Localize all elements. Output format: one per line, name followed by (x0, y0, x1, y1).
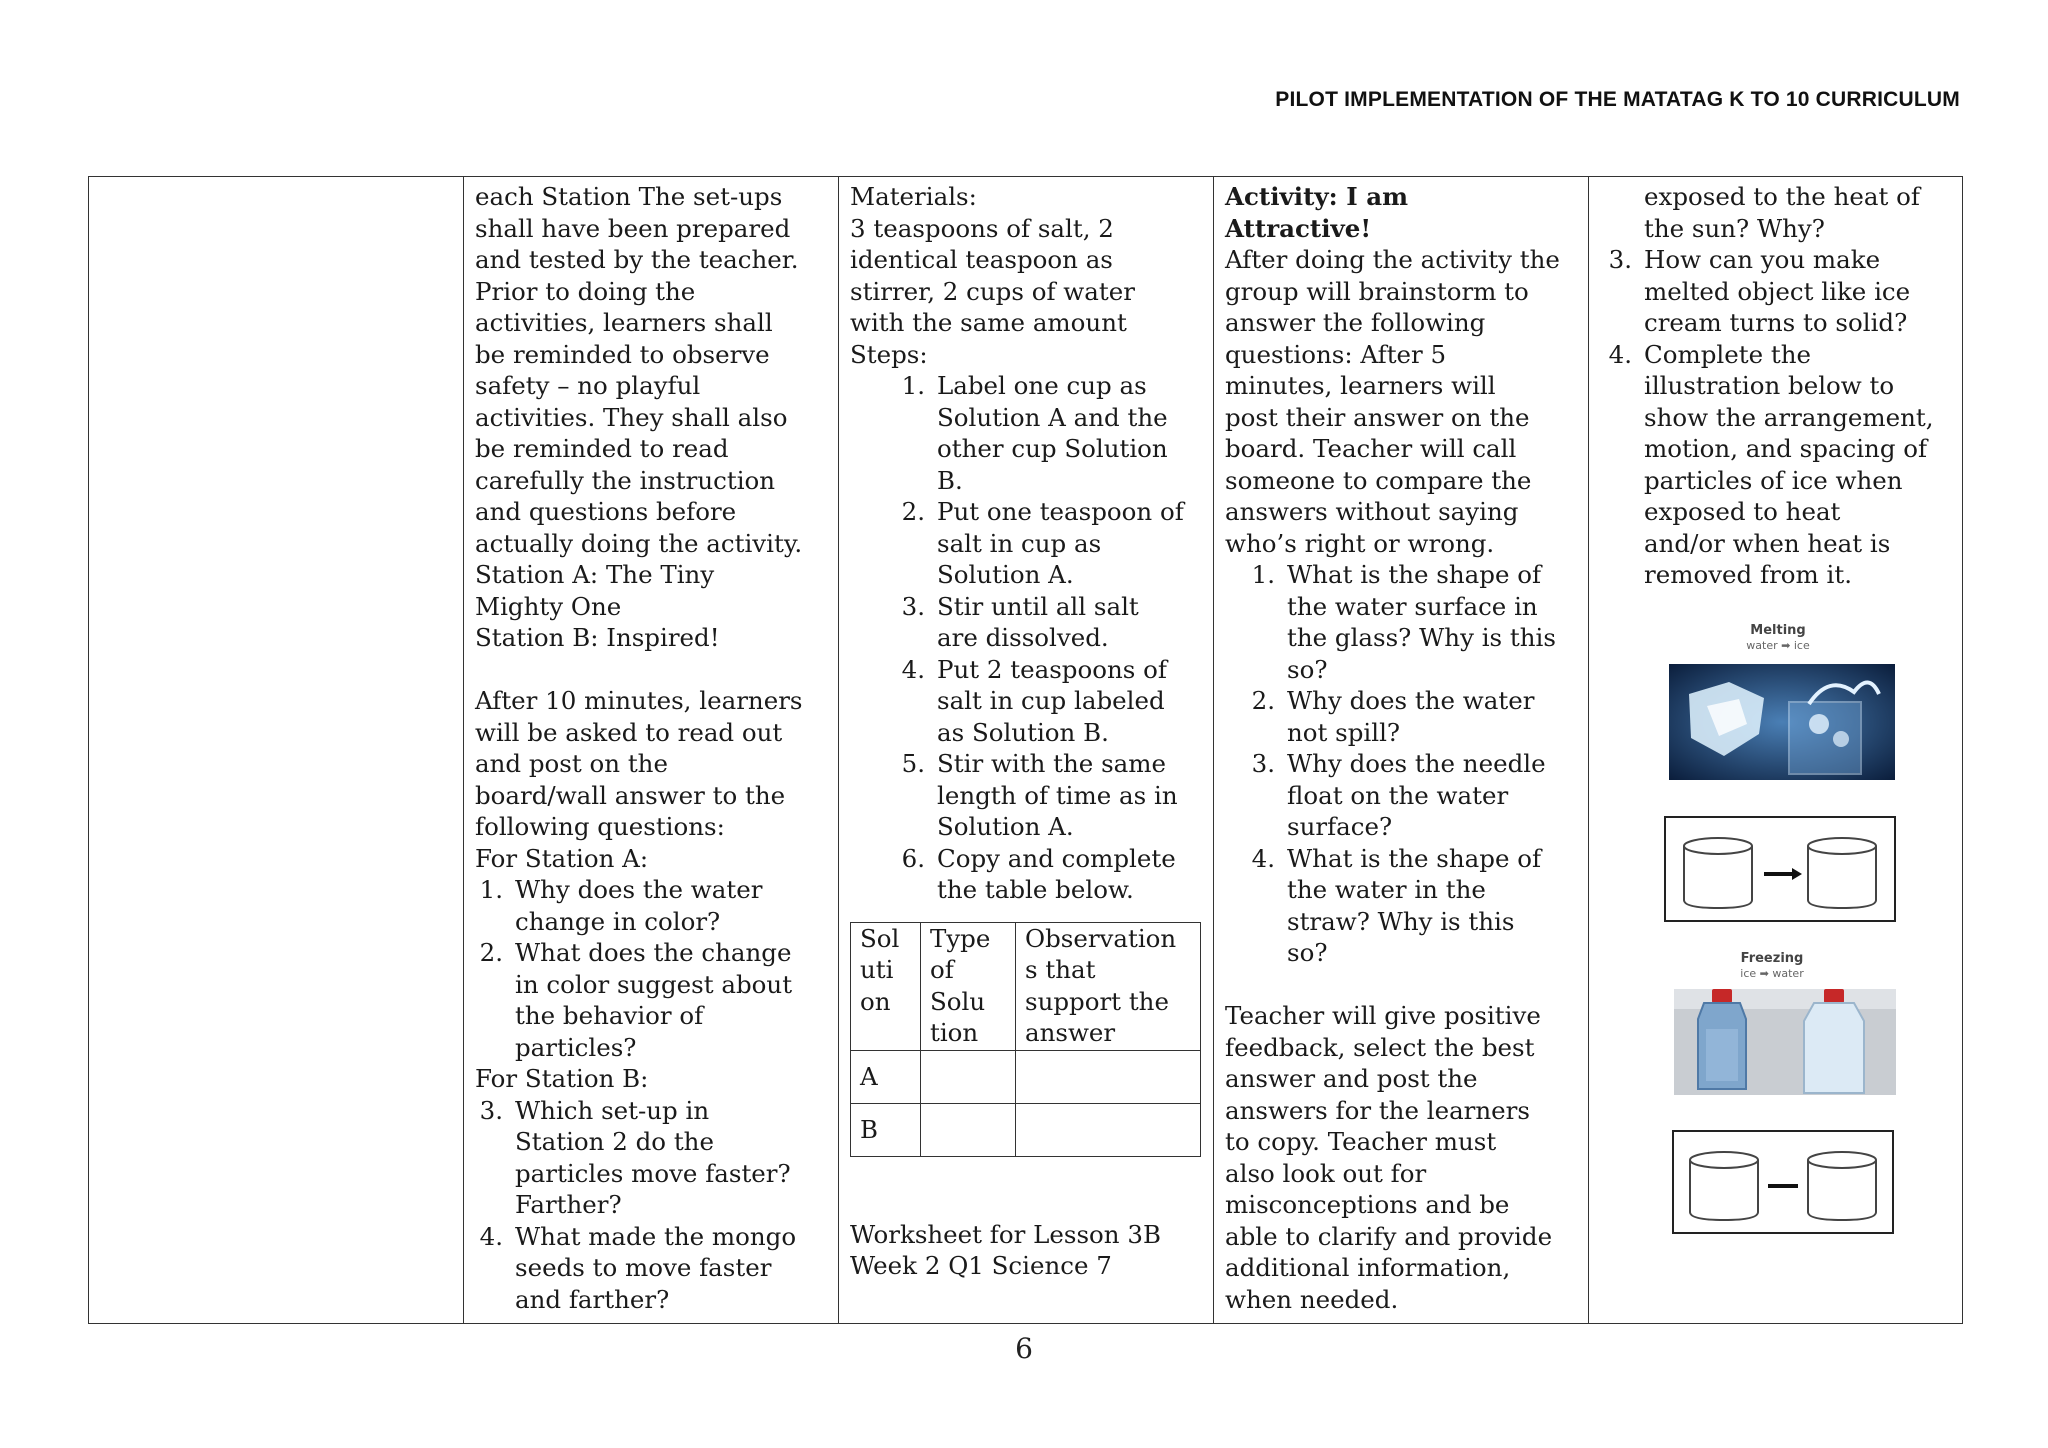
list-item: 4. What made the mongo seeds to move faster and farther? (479, 1221, 797, 1314)
table-cell (1016, 1050, 1201, 1103)
list-item: 3. Which set-up in Station 2 do the particles move faster? Farther? (479, 1095, 791, 1219)
activity-intro: After doing the activity the group will brainstorm to answer the following questions: After 5 minutes, learners will post their answer on the board. Teacher will call someone to compare the answers without saying who’s right or wrong. (1225, 245, 1560, 558)
list-item: 2. What does the change in color suggest about the behavior of particles? (479, 938, 793, 1062)
list-item: 2. Why does the water not spill? (1251, 686, 1535, 747)
worksheet-reference: Worksheet for Lesson 3B Week 2 Q1 Science 7 (850, 1219, 1161, 1280)
illustrations (1600, 599, 1953, 1279)
table-header-cell: Observation s that support the answer (1016, 922, 1201, 1050)
table-row (851, 1050, 1201, 1103)
table-cell (921, 1050, 1016, 1103)
station-intro: each Station The set-ups shall have been prepared and tested by the teacher. Prior to doing the activities, learners shall be reminded to observe safety – no playful activities. They shall also be reminded to read carefully the instruction and questions before actually doing the activity. Station A: The Tiny Mighty One Station B: Inspired! (475, 182, 803, 652)
observation-table (850, 922, 1201, 1157)
materials-text: Materials: 3 teaspoons of salt, 2 identical teaspoon as stirrer, 2 cups of water with the same amount Steps: (850, 182, 1135, 369)
continued-questions (1600, 244, 1953, 591)
table-cell (921, 1103, 1016, 1156)
list-item: 1. Label one cup as Solution A and the other cup Solution B. (901, 371, 1168, 495)
steps-list (850, 370, 1202, 906)
station-a-questions (475, 874, 827, 1063)
table-header-cell: Type of Solu tion (921, 922, 1016, 1050)
activity-title: Activity: I am Attractive! (1225, 182, 1409, 243)
list-item: 3. How can you make melted object like ice cream turns to solid? (1608, 245, 1911, 337)
freezing-diagram (1672, 1130, 1894, 1234)
column-4-activity (1214, 177, 1589, 1323)
lesson-table (88, 176, 1963, 1324)
list-item: 4. What is the shape of the water in the straw? Why is this so? (1251, 843, 1542, 967)
table-cell (1016, 1103, 1201, 1156)
table-row (851, 1103, 1201, 1156)
list-item: 4. Complete the illustration below to show the arrangement, motion, and spacing of particles of ice when exposed to heat and/or when heat is removed from it. (1608, 339, 1934, 589)
list-item: 3. Stir until all salt are dissolved. (901, 591, 1139, 652)
list-item: 5. Stir with the same length of time as in Solution A. (901, 749, 1178, 841)
list-item: 6. Copy and complete the table below. (901, 843, 1176, 904)
page-number: 6 (1015, 1332, 1033, 1365)
station-b-questions (475, 1095, 827, 1316)
freezing-photo (1674, 989, 1896, 1095)
list-item: 2. Put one teaspoon of salt in cup as Solution A. (901, 497, 1184, 589)
list-item: 1. Why does the water change in color? (479, 875, 763, 936)
table-header-row (851, 922, 1201, 1050)
after-instructions: After 10 minutes, learners will be asked to read out and post on the board/wall answer to the following questions: For Station A: (475, 686, 803, 873)
freezing-label: Freezing ice ➡ water (1740, 950, 1804, 980)
table-header-cell: Sol uti on (851, 922, 921, 1050)
column-2-procedure (464, 177, 839, 1323)
column-1-empty (89, 177, 464, 1323)
melting-photo (1669, 664, 1895, 780)
continued-question: exposed to the heat of the sun? Why? (1644, 182, 1920, 243)
table-cell: A (851, 1050, 921, 1103)
list-item: 1. What is the shape of the water surface in the glass? Why is this so? (1251, 560, 1556, 684)
melting-diagram (1664, 816, 1896, 922)
page-header: PILOT IMPLEMENTATION OF THE MATATAG K TO 10 CURRICULUM (1275, 88, 1960, 111)
activity-questions (1225, 559, 1577, 969)
list-item: 4. Put 2 teaspoons of salt in cup labeled as Solution B. (901, 654, 1167, 747)
column-3-materials (839, 177, 1214, 1323)
station-b-label: For Station B: (475, 1064, 649, 1093)
list-item: 3. Why does the needle float on the water surface? (1251, 749, 1546, 841)
melting-label: Melting water ➡ ice (1746, 622, 1810, 652)
column-5-questions (1589, 177, 1964, 1323)
table-cell: B (851, 1103, 921, 1156)
teacher-feedback: Teacher will give positive feedback, select the best answer and post the answers for the learners to copy. Teacher must also look out for misconceptions and be able to clarify and provide additional information, when needed. (1225, 1001, 1553, 1314)
